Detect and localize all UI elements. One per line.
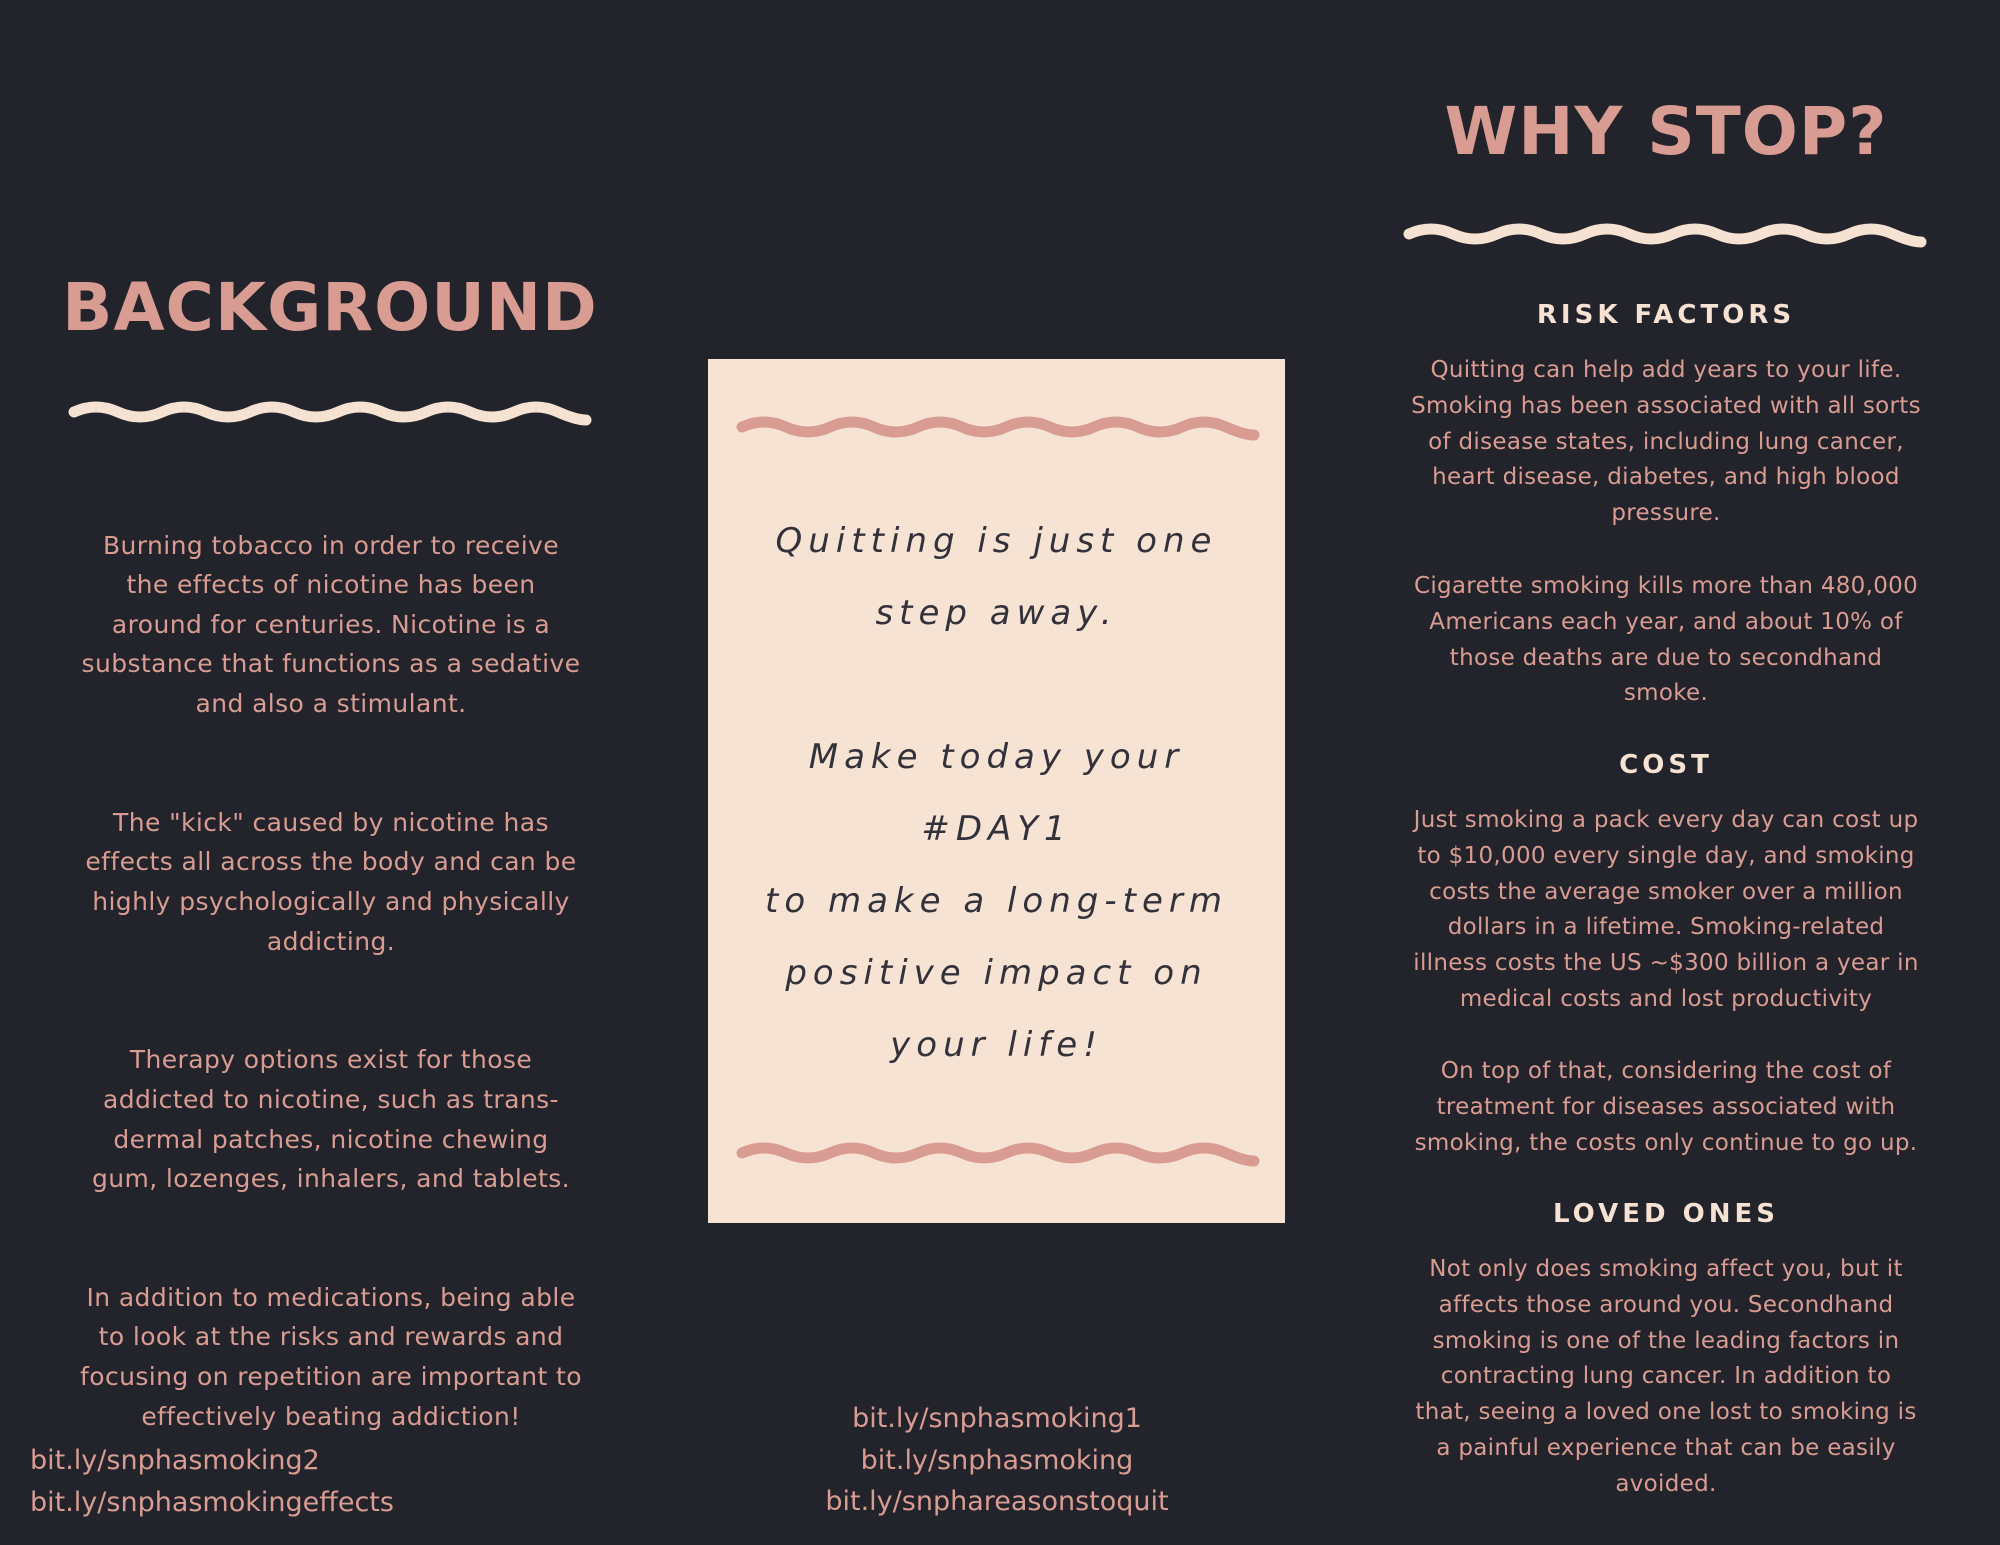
- background-paragraph-4: In addition to medications, being able to look at the risks and rewards and focusing on repetition are important to effectively beating addiction!: [80, 1282, 582, 1431]
- link-snphareasonstoquit[interactable]: bit.ly/snphareasonstoquit: [825, 1486, 1169, 1517]
- link-snphasmoking1[interactable]: bit.ly/snphasmoking1: [852, 1403, 1142, 1434]
- center-links: [760, 1398, 1234, 1523]
- risk-factors-paragraph-2: Cigarette smoking kills more than 480,000 Americans each year, and about 10% of those deaths are due to secondhand smoke.: [1413, 573, 1919, 707]
- cost-heading: COST: [1619, 750, 1713, 780]
- background-links: [30, 1440, 394, 1523]
- wave-divider-right: [1403, 222, 1927, 252]
- background-paragraph-3: Therapy options exist for those addicted to nicotine, such as trans- dermal patches, nicotine chewing gum, lozenges, inhalers, and tablets.: [91, 1045, 571, 1194]
- wave-divider-card-bottom: [736, 1141, 1260, 1171]
- wave-divider-left: [68, 400, 592, 430]
- background-title: BACKGROUND: [62, 269, 598, 346]
- quote-card: [708, 359, 1285, 1223]
- quote-line-2: Make today your #DAY1 to make a long-term positive impact on your life!: [765, 737, 1228, 1065]
- cost-paragraph-2: On top of that, considering the cost of treatment for diseases associated with smoking, the costs only continue to go up.: [1414, 1058, 1918, 1156]
- risk-factors-paragraph-1: Quitting can help add years to your life. Smoking has been associated with all sorts of disease states, including lung cancer, heart disease, diabetes, and high blood pressure.: [1411, 357, 1921, 527]
- loved-ones-paragraph-1: Not only does smoking affect you, but it affects those around you. Secondhand smoking is one of the leading factors in contracting lung cancer. In addition to that, seeing a loved one lost to smoking is a painful experience that can be easily avoided.: [1415, 1256, 1917, 1497]
- cost-paragraph-1: Just smoking a pack every day can cost up to $10,000 every single day, and smoking costs the average smoker over a million dollars in a lifetime. Smoking-related illness costs the US ~$300 billion a year in medical costs and lost productivity: [1413, 807, 1919, 1012]
- loved-ones-heading: LOVED ONES: [1553, 1199, 1779, 1229]
- wave-divider-card-top: [736, 415, 1260, 445]
- link-snphasmokingeffects[interactable]: bit.ly/snphasmokingeffects: [30, 1486, 394, 1518]
- background-body: [58, 486, 604, 1476]
- why-stop-title: WHY STOP?: [1444, 93, 1888, 170]
- background-paragraph-2: The "kick" caused by nicotine has effects all across the body and can be highly psychologically and physically addicting.: [85, 807, 577, 956]
- quote-line-1: Quitting is just one step away.: [775, 521, 1218, 633]
- background-paragraph-1: Burning tobacco in order to receive the effects of nicotine has been around for centuries. Nicotine is a substance that functions as a sedative and also a stimulant.: [81, 530, 581, 718]
- link-snphasmoking2[interactable]: bit.ly/snphasmoking2: [30, 1445, 320, 1476]
- link-snphasmoking[interactable]: bit.ly/snphasmoking: [860, 1444, 1134, 1476]
- risk-factors-heading: RISK FACTORS: [1536, 300, 1796, 330]
